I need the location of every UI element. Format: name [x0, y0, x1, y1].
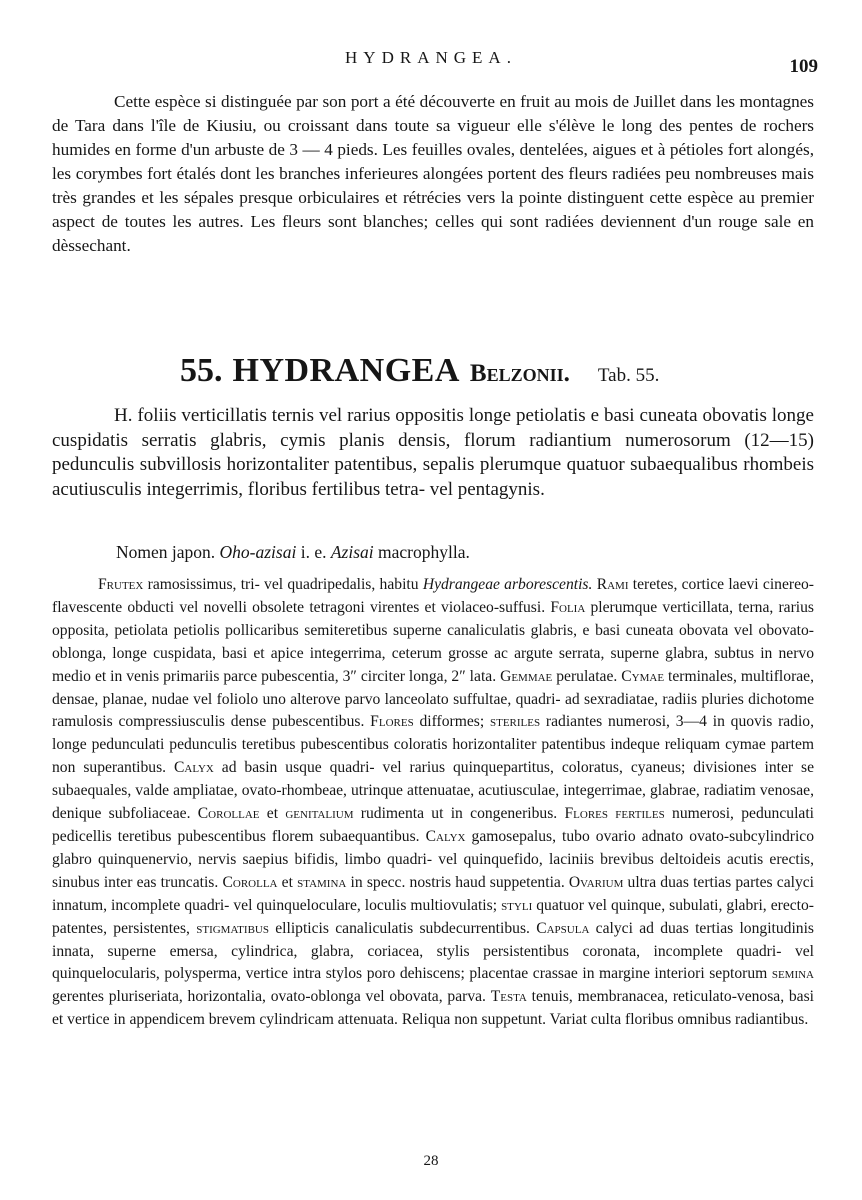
vernacular-name-secondary: Azisai [330, 542, 374, 562]
latin-diagnosis: H. foliis verticillatis ternis vel rarius oppositis longe petiolatis e basi cuneata obovatis longe cuspidatis serratis glabris, cymis planis densis, florum radiantium numerosorum (12—15) pedunculis subvillosis horizontaliter patentibus, sepalis plerumque quatuor subaequalibus rhombeis acutiusculis integerrimis, floribus fertilibus tetra- vel pentagynis. [52, 405, 814, 500]
printer-signature-mark: 28 [423, 1153, 439, 1169]
semina-label: semina [771, 965, 814, 983]
desc-text: terminales, multiflorae, densae, planae, nudae vel foliolo uno alterove parvo lanceolato suffultae, quadri- ad sexradiatae, radiis pluries dichotome ramulosis compressiusculis dense pubescentibus. [52, 667, 814, 731]
desc-text: gamosepalus, tubo ovario adnato ovato-subcylindrico glabro quinquenervio, nervis saepius bifidis, limbo quadri- vel quinquefido, laciniis brevibus deltoideis acutis erectis, sinubus inter eas truncatis. [52, 827, 814, 891]
stigmatibus-label: stigmatibus [196, 919, 269, 937]
desc-text: ultra duas tertias partes calyci innatum, incomplete quadri- vel quinqueloculare, loculis multiovulatis; [52, 873, 814, 914]
testa-label: Testa [490, 988, 527, 1006]
vernacular-id-est: i. e. [300, 542, 327, 562]
intro-paragraph: Cette espèce si distinguée par son port a été découverte en fruit au mois de Juillet dans les montagnes de Tara dans l'île de Kiusiu, ou croissant dans toute sa vigueur elle s'élève le long des pentes de rochers humides en forme d'un arbuste de 3 — 4 pieds. Les feuilles ovales, dentelées, aigues et à pétioles fort alongés, les corymbes fort étalés dont les branches inferieures alongées portent des fleurs radiées peu nombreuses mais très grandes et les sépales presque orbiculaires et rétrécies vers la pointe distinguent cette espèce au premier aspect de toutes les autres. Les fleurs sont blanches; celles qui sont radiées deviennent d'un rouge sale en dèssechant. [52, 92, 814, 255]
vernacular-prefix: Nomen japon. [116, 542, 216, 562]
genitalium-label: genitalium [285, 805, 354, 823]
desc-text: tenuis, membranacea, reticulato-venosa, basi et vertice in appendicem brevem cylindricam attenuata. Reliqua non suppetunt. Variat culta floribus omnibus radiantibus. [52, 988, 814, 1029]
page-number: 109 [789, 56, 818, 77]
desc-text: ad basin usque quadri- vel rarius quinquepartitus, coloratus, cyaneus; divisiones inter se subaequales, valde ampliatae, ovato-rhombeae, utrinque attenuatae, acutiusculae, integerrimae, glabrae, radiatim venosae, denique subfoliaceae. [52, 759, 814, 823]
desc-text: et [277, 873, 298, 891]
species-description [52, 574, 814, 1032]
desc-text: et [259, 805, 286, 823]
flores-label: Flores [370, 713, 414, 731]
species-number: 55. [180, 352, 223, 389]
styli-label: styli [501, 896, 533, 914]
desc-text: ellipticis canaliculatis subdecurrentibus. [268, 919, 537, 937]
desc-text: difformes; [413, 713, 490, 731]
habit-italic: Hydrangeae arborescentis. [422, 576, 593, 593]
species-genus: HYDRANGEA [232, 352, 460, 389]
running-head: HYDRANGEA. [345, 48, 517, 67]
stamina-label: stamina [297, 873, 347, 891]
species-heading [180, 352, 740, 390]
folia-label: Folia [550, 598, 586, 616]
vernacular-name-primary: Oho-azisai [219, 542, 297, 562]
ovarium-label: Ovarium [568, 873, 624, 891]
desc-text: ramosissimus, tri- vel quadripedalis, habitu [143, 576, 423, 593]
desc-text: calyci ad duas tertias longitudinis innata, superne emersa, cylindrica, glabra, coriacea, stylis persistentibus coronata, incomplete quadri- vel quinquelocularis, polysperma, vertice intra stylos poro dehiscens; placentae crassae in margine interiori septorum [52, 919, 814, 983]
desc-text: perulatae. [552, 667, 622, 685]
plate-reference: Tab. 55. [597, 365, 660, 386]
vernacular-name-line [116, 542, 470, 563]
desc-text: in specc. nostris haud suppetentia. [346, 873, 569, 891]
corollae-label: Corollae [197, 805, 260, 823]
steriles-label: steriles [489, 713, 541, 731]
desc-text: plerumque verticillata, terna, rarius opposita, petiolata petiolis pollicaribus semiteretibus superne canaliculatis glabris, e basi cuneata obovata vel obovato-oblonga, longe cuspidata, basi et apice integerrima, ceterum grosse ac argute serrata, superne glabra, subtus in nervo medio et in venis primariis parce pubescentia, 3″ circiter longa, 2″ lata. [52, 598, 814, 685]
desc-text: radiantes numerosi, 3—4 in quovis radio, longe pedunculati pedunculis teretibus pubescentibus coloratis horizontaliter patentibus indeque reliquam cymae partem non superantibus. [52, 713, 815, 777]
frutex-label: Frutex [98, 576, 144, 593]
desc-text: quatuor vel quinque, subulati, glabri, erecto-patentes, persistentes, [52, 896, 814, 937]
corolla-label: Corolla [222, 873, 278, 891]
desc-text: rudimenta ut in congeneribus. [353, 805, 565, 823]
vernacular-suffix: macrophylla. [378, 542, 470, 562]
desc-text: numerosi, pedunculati pedicellis teretibus pubescentibus florem subaequantibus. [52, 805, 814, 845]
rami-label: Rami [596, 576, 629, 593]
gemmae-label: Gemmae [500, 667, 553, 685]
flores-fertiles-label: Flores fertiles [564, 805, 665, 823]
desc-text: teretes, cortice laevi cinereo-flavescente obducti vel novelli obsolete tetragoni virentes et violaceo-suffusi. [52, 576, 814, 616]
calyx-fertile-label: Calyx [425, 827, 466, 845]
capsula-label: Capsula [536, 919, 590, 937]
cymae-label: Cymae [621, 667, 665, 685]
species-epithet: Belzonii. [469, 360, 570, 387]
desc-text: gerentes pluriseriata, horizontalia, ovato-oblonga vel obovata, parva. [52, 988, 491, 1006]
calyx-label: Calyx [173, 759, 214, 777]
